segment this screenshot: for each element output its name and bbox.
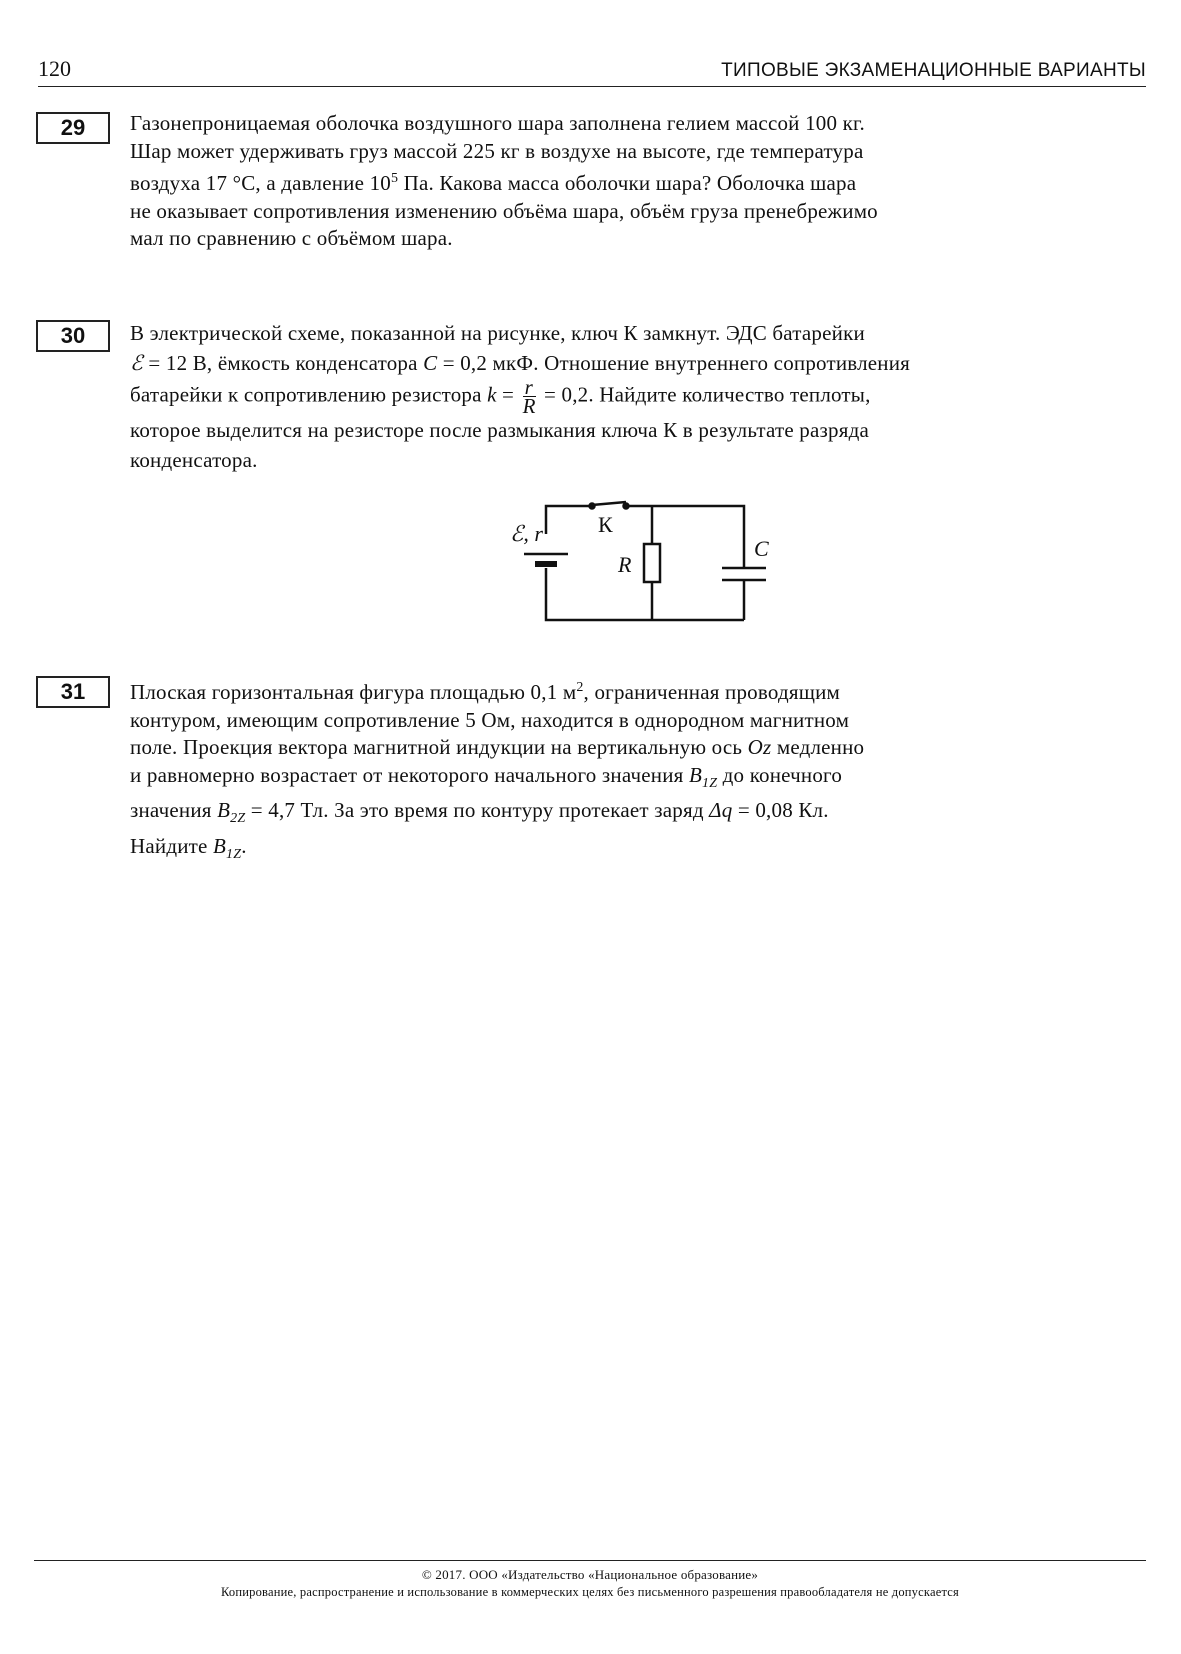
capacitor-label: C bbox=[754, 536, 769, 561]
page-header bbox=[38, 54, 1146, 87]
induction-symbol: B bbox=[213, 833, 227, 858]
footer-copyright: © 2017. ООО «Издательство «Национальное образование» bbox=[421, 1567, 759, 1582]
task-line: батарейки к сопротивлению резистора bbox=[130, 382, 488, 407]
task-line: Газонепроницаемая оболочка воздушного шара заполнена гелием массой 100 кг. bbox=[130, 111, 865, 135]
fraction-numerator: r bbox=[523, 378, 536, 397]
emf-symbol: ℰ bbox=[130, 351, 143, 375]
task-line: Найдите bbox=[130, 833, 213, 858]
subscript: 2Z bbox=[230, 811, 246, 827]
task-number: 30 bbox=[36, 320, 110, 352]
equals: = bbox=[496, 382, 520, 407]
task-line: , ограниченная проводящим bbox=[583, 680, 840, 704]
ratio-symbol: k bbox=[487, 382, 497, 407]
task-line: поле. Проекция вектора магнитной индукции на вертикальную ось bbox=[130, 735, 748, 759]
battery-plate-short bbox=[535, 561, 557, 567]
task-line: не оказывает сопротивления изменению объёма шара, объём груза пренебрежимо bbox=[130, 198, 878, 223]
task-line: значения bbox=[130, 798, 218, 823]
subscript: 1Z bbox=[702, 775, 718, 791]
fraction-denominator: R bbox=[522, 394, 536, 418]
charge-symbol: Δq bbox=[709, 798, 733, 823]
task-line: и равномерно возрастает от некоторого начального значения bbox=[130, 762, 689, 787]
resistor-label: R bbox=[618, 552, 632, 577]
task-text bbox=[130, 110, 1148, 253]
task-line: Плоская горизонтальная фигура площадью 0,1 м bbox=[130, 680, 577, 704]
task-number: 29 bbox=[36, 112, 110, 144]
task-line: В электрической схеме, показанной на рисунке, ключ К замкнут. ЭДС батарейки bbox=[130, 321, 865, 345]
fraction bbox=[522, 375, 536, 418]
induction-symbol: B bbox=[217, 798, 231, 823]
task-line: = 4,7 Тл. За это время по контуру протекает заряд bbox=[245, 798, 710, 823]
subscript: 1Z bbox=[226, 847, 242, 863]
source-label: ℰ, r bbox=[510, 521, 543, 546]
task-line: = 0,2. Найдите количество теплоты, bbox=[538, 382, 871, 407]
task-line: . bbox=[241, 833, 247, 858]
switch-label: К bbox=[598, 512, 613, 537]
page-footer bbox=[34, 1560, 1146, 1600]
task-line: = 12 В, ёмкость конденсатора bbox=[142, 351, 424, 375]
task-number: 31 bbox=[36, 676, 110, 708]
page-number: 120 bbox=[38, 56, 71, 81]
circuit-diagram bbox=[500, 488, 780, 628]
task-line: конденсатора. bbox=[130, 448, 258, 472]
induction-symbol: B bbox=[688, 762, 703, 787]
footer-notice: Копирование, распространение и использование в коммерческих целях без письменного разрешения правообладателя не допускается bbox=[221, 1585, 959, 1599]
resistor-body bbox=[644, 544, 660, 582]
task-line: Па. Какова масса оболочки шара? Оболочка шара bbox=[398, 171, 857, 195]
task-line: мал по сравнению с объёмом шара. bbox=[130, 226, 453, 250]
superscript: 5 bbox=[390, 171, 399, 186]
capacitance-symbol: C bbox=[423, 351, 438, 375]
task-line: медленно bbox=[771, 735, 865, 759]
task-line: = 0,08 Кл. bbox=[732, 798, 829, 823]
task-line: которое выделится на резисторе после размыкания ключа К в результате разряда bbox=[130, 418, 869, 442]
task-line: контуром, имеющим сопротивление 5 Ом, находится в однородном магнитном bbox=[130, 707, 850, 732]
switch-blade bbox=[592, 502, 626, 505]
task-line: воздуха 17 °С, а давление 10 bbox=[130, 171, 391, 195]
task-text bbox=[130, 318, 1148, 475]
task-text bbox=[130, 674, 1148, 869]
wire-top-left bbox=[546, 506, 592, 534]
task-line: до конечного bbox=[717, 762, 843, 787]
task-line: Шар может удерживать груз массой 225 кг в воздухе на высоте, где температура bbox=[130, 138, 864, 163]
superscript: 2 bbox=[576, 680, 584, 695]
axis-symbol: Oz bbox=[747, 735, 772, 759]
running-title: ТИПОВЫЕ ЭКЗАМЕНАЦИОННЫЕ ВАРИАНТЫ bbox=[721, 60, 1146, 81]
task-line: = 0,2 мкФ. Отношение внутреннего сопротивления bbox=[437, 351, 911, 375]
